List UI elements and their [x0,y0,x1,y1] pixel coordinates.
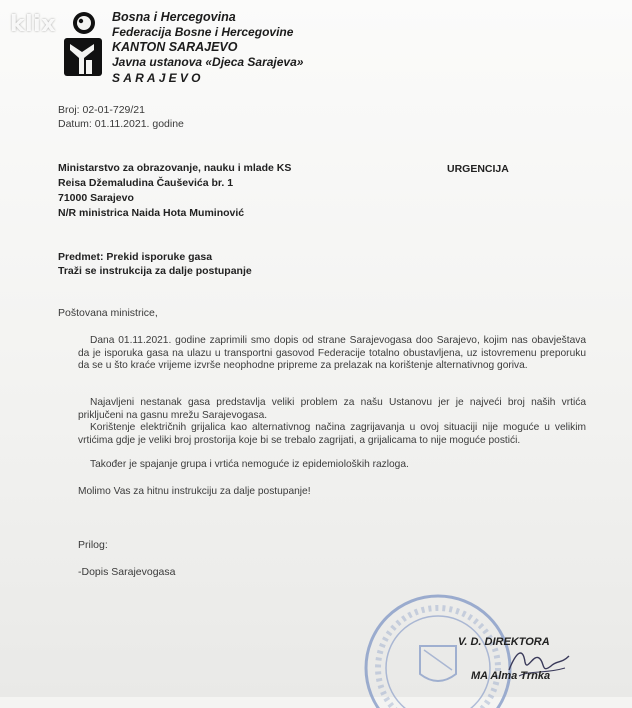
reference-date: Datum: 01.11.2021. godine [58,118,184,130]
header-country: Bosna i Hercegovina [112,10,236,24]
salutation: Poštovana ministrice, [58,307,158,319]
subject-line-2: Traži se instrukcija za dalje postupanje [58,265,252,277]
subject-line-1: Predmet: Prekid isporuke gasa [58,251,213,263]
urgency-label: URGENCIJA [447,163,509,175]
official-stamp-icon [358,588,518,708]
attachment-item: -Dopis Sarajevogasa [78,566,176,578]
recipient-line-2: Reisa Džemaludina Čauševića br. 1 [58,177,234,189]
recipient-line-1: Ministarstvo za obrazovanje, nauku i mlade KS [58,162,292,174]
reference-number: Broj: 02-01-729/21 [58,104,145,116]
body-paragraph-3: Korištenje električnih grijalica kao alternativnog načina zagrijavanja u ovoj situaciji nije moguće u velikim vrtićima gdje je veliki broj prostorija koje bi se trebalo zagrijati, a grijalicama to nije moguće postići. [78,422,586,446]
body-paragraph-4: Također je spajanje grupa i vrtića nemoguće iz epidemioloških razloga. [90,459,409,470]
signature-name: MA Alma Trnka [471,670,551,682]
header-federation: Federacija Bosne i Hercegovine [112,25,294,39]
signature-title: V. D. DIREKTORA [458,636,550,648]
recipient-line-3: 71000 Sarajevo [58,192,134,204]
header-canton: KANTON SARAJEVO [112,40,238,54]
body-paragraph-5: Molimo Vas za hitnu instrukciju za dalje postupanje! [78,486,311,497]
header-city: SARAJEVO [112,71,204,85]
attachment-label: Prilog: [78,539,108,551]
recipient-line-4: N/R ministrica Naida Hota Muminović [58,207,245,219]
body-paragraph-1: Dana 01.11.2021. godine zaprimili smo dopis od strane Sarajevogasa doo Sarajevo, kojim nas obavještava da je isporuka gasa na ulazu u transportni gasovod Federacije totalno obustavljena, uz istovremenu preporuku da se u što kraće vrijeme izvrše neophodne pripreme za prelazak na korištenje alternativnog goriva. [78,335,586,372]
body-paragraph-2: Najavljeni nestanak gasa predstavlja veliki problem za našu Ustanovu jer je najveći broj naših vrtića priključeni na gasnu mrežu Sarajevogasa. [78,397,586,421]
header-institution: Javna ustanova «Djeca Sarajeva» [112,55,304,69]
institution-logo-icon [60,8,105,80]
watermark-logo: klix [10,12,56,37]
